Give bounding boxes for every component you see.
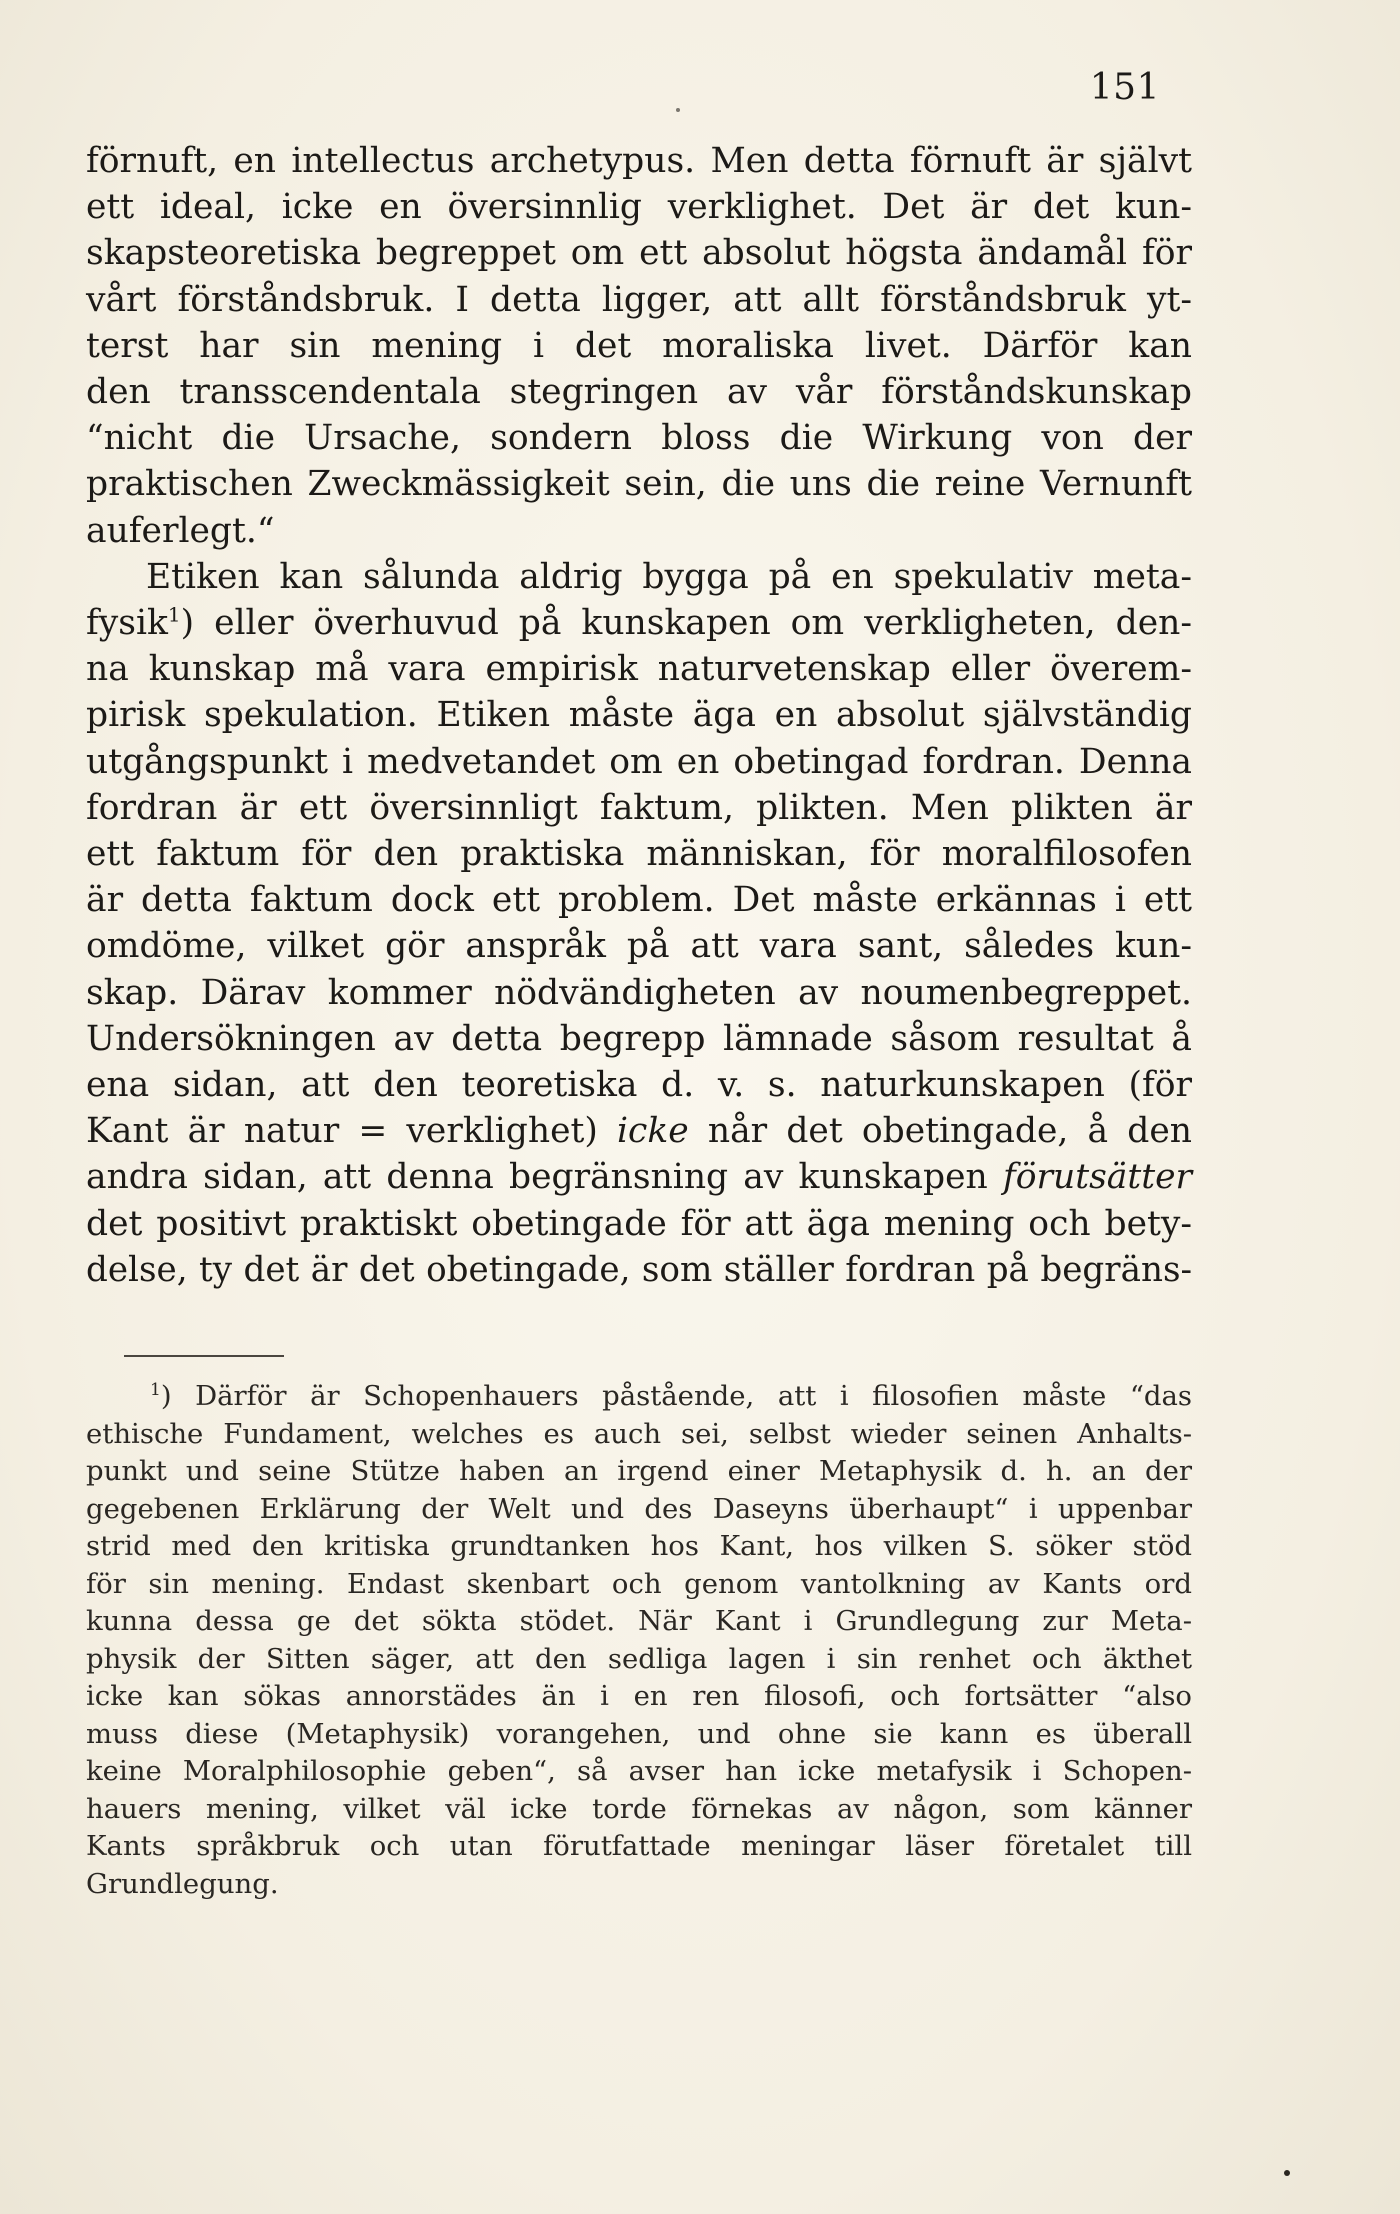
- body-line: ena sidan, att den teoretiska d. v. s. naturkunskapen (för: [86, 1065, 1192, 1106]
- text-run: fysik: [86, 603, 168, 644]
- footnote-line: Grundlegung.: [86, 1867, 279, 1900]
- body-line: pirisk spekulation. Etiken måste äga en absolut självständig: [86, 695, 1192, 736]
- footnote-line: strid med den kritiska grundtanken hos Kant, hos vilken S. söker stöd: [86, 1530, 1192, 1562]
- footnote-line: icke kan sökas annorstädes än i en ren filosofi, och fortsätter “also: [86, 1680, 1192, 1712]
- footnote-line: för sin mening. Endast skenbart och genom vantolkning av Kants ord: [86, 1567, 1192, 1600]
- italic-word: icke: [617, 1111, 689, 1152]
- italic-word: förutsätter: [1002, 1157, 1192, 1198]
- body-line: förnuft, en intellectus archetypus. Men detta förnuft är självt: [86, 141, 1192, 181]
- body-line: vårt förståndsbruk. I detta ligger, att allt förståndsbruk yt-: [86, 279, 1192, 320]
- body-line: na kunskap må vara empirisk naturvetenskap eller överem-: [86, 649, 1192, 690]
- footnote-line: Kants språkbruk och utan förutfattade meningar läser företalet till: [86, 1830, 1192, 1862]
- body-line: den transscendentala stegringen av vår förståndskunskap: [86, 372, 1192, 413]
- footnote-divider: [124, 1355, 284, 1357]
- body-line-with-footnote-ref: [86, 600, 1192, 646]
- page-number: 151: [1089, 67, 1160, 108]
- footnote-line: [86, 1378, 1192, 1416]
- body-line: skapsteoretiska begreppet om ett absolut högsta ändamål för: [86, 233, 1192, 274]
- text-run: andra sidan, att denna begränsning av kunskapen: [86, 1157, 1003, 1198]
- paper-speck: [1284, 2170, 1290, 2176]
- text-run: Kant är natur = verklighet): [86, 1111, 618, 1152]
- footnote-line: punkt und seine Stütze haben an irgend einer Metaphysik d. h. an der: [86, 1455, 1192, 1487]
- footnote-line: keine Moralphilosophie geben“, så avser han icke metafysik i Schopen-: [86, 1755, 1192, 1787]
- text-run: ) eller överhuvud på kunskapen om verkligheten, den-: [180, 603, 1192, 644]
- footnote-line: gegebenen Erklärung der Welt und des Daseyns überhaupt“ i uppenbar: [86, 1492, 1192, 1525]
- body-line-with-italic: [86, 1108, 1192, 1154]
- body-line: är detta faktum dock ett problem. Det måste erkännas i ett: [86, 880, 1192, 921]
- body-line: auferlegt.“: [86, 510, 275, 551]
- footnote-marker: 1: [150, 1379, 161, 1400]
- footnote-line: muss diese (Metaphysik) vorangehen, und ohne sie kann es überall: [86, 1717, 1192, 1750]
- body-line: skap. Därav kommer nödvändigheten av noumenbegreppet.: [86, 972, 1192, 1013]
- body-line: terst har sin mening i det moraliska livet. Därför kan: [86, 325, 1192, 366]
- text-run: ) Därför är Schopenhauers påstående, att i filosofien måste “das: [160, 1380, 1192, 1412]
- body-line-with-italic: [86, 1154, 1192, 1200]
- body-line: Undersökningen av detta begrepp lämnade såsom resultat å: [86, 1018, 1192, 1059]
- body-text: [86, 138, 1192, 1293]
- body-line: det positivt praktiskt obetingade för att äga mening och bety-: [86, 1203, 1192, 1244]
- paragraph-start-line: Etiken kan sålunda aldrig bygga på en spekulativ meta-: [146, 556, 1192, 597]
- footnote-line: hauers mening, vilket väl icke torde förnekas av någon, som känner: [86, 1792, 1192, 1825]
- text-run: når det obetingade, å den: [688, 1111, 1192, 1152]
- body-line: ett faktum för den praktiska människan, för moralfilosofen: [86, 834, 1192, 875]
- body-line: fordran är ett översinnligt faktum, plikten. Men plikten är: [86, 787, 1192, 828]
- footnote-reference: 1: [167, 602, 181, 627]
- body-line: delse, ty det är det obetingade, som ställer fordran på begräns-: [86, 1249, 1192, 1290]
- body-line: praktischen Zweckmässigkeit sein, die uns die reine Vernunft: [86, 464, 1192, 505]
- footnote-line: ethische Fundament, welches es auch sei, selbst wieder seinen Anhalts-: [86, 1417, 1192, 1450]
- footnote-line: kunna dessa ge det sökta stödet. När Kant i Grundlegung zur Meta-: [86, 1605, 1192, 1637]
- footnote: [86, 1378, 1192, 1903]
- body-line: “nicht die Ursache, sondern bloss die Wirkung von der: [86, 418, 1192, 459]
- footnote-line: physik der Sitten säger, att den sedliga lagen i sin renhet och äkthet: [86, 1642, 1192, 1675]
- body-line: ett ideal, icke en översinnlig verklighet. Det är det kun-: [86, 187, 1192, 228]
- body-line: omdöme, vilket gör anspråk på att vara sant, således kun-: [86, 926, 1192, 967]
- body-line: utgångspunkt i medvetandet om en obetingad fordran. Denna: [86, 741, 1192, 782]
- paper-speck: [676, 108, 680, 112]
